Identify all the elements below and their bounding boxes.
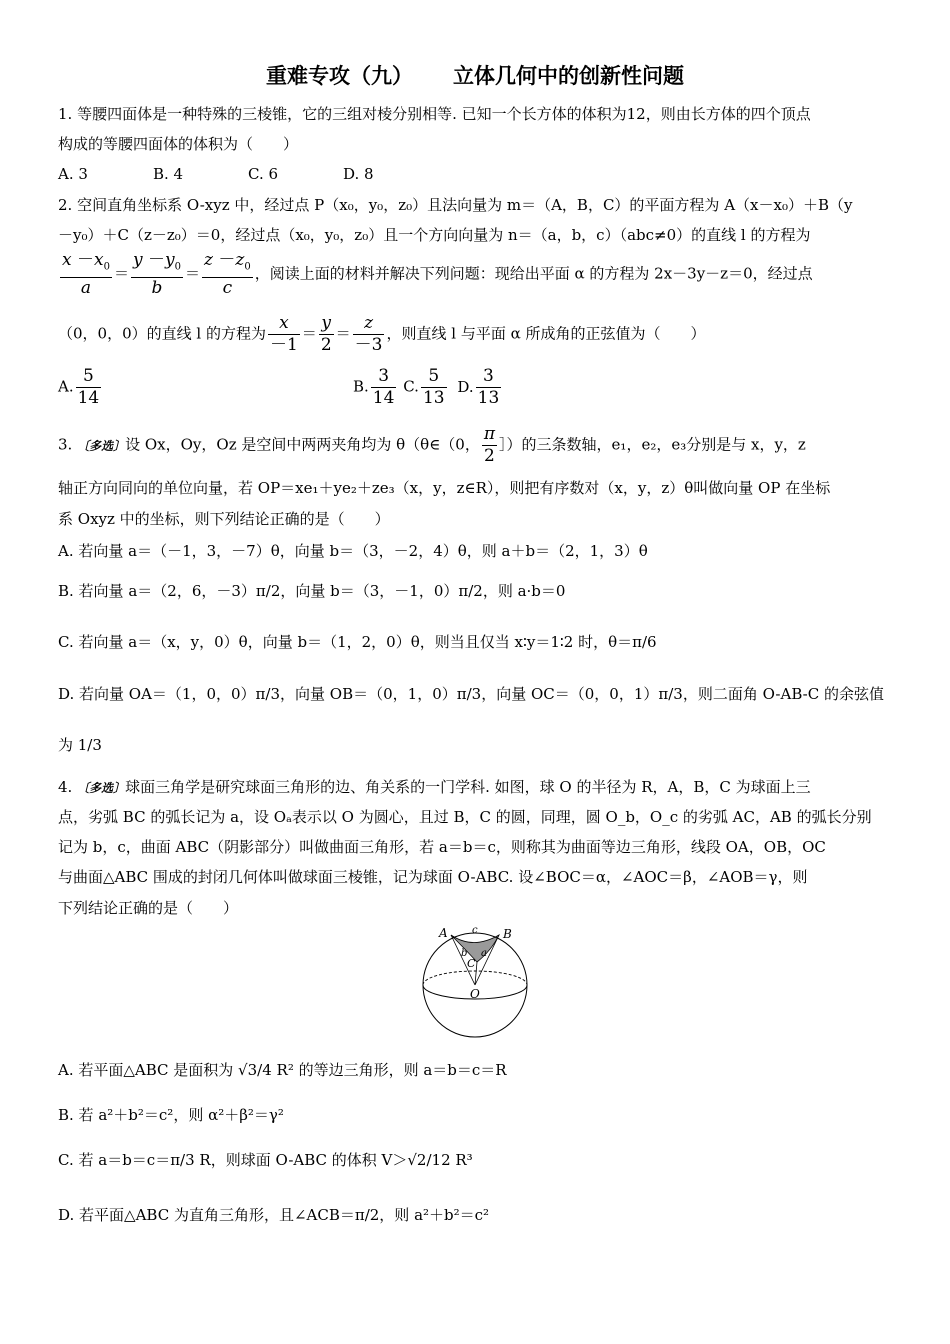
label-arc-c: c — [472, 925, 478, 936]
frac-y: $\frac{y -y_0}{b}$ — [132, 250, 181, 299]
q1-option-a: A. 3 — [58, 165, 88, 183]
q3-stem-line2: 轴正方向同向的单位向量，若 OP＝xe₁＋ye₂＋ze₃（x，y，z∈R），则把有序数对（x，y，z）θ叫做向量 OP 在坐标 — [58, 479, 831, 497]
q4-stem-line1: 4. 〔多选〕球面三角学是研究球面三角形的边、角关系的一门学科. 如图，球 O 的半径为 R，A，B，C 为球面上三 — [58, 776, 811, 799]
q3-option-a: A. 若向量 a＝（－1，3，－7）θ，向量 b＝（3，－2，4）θ，则 a＋b＝（2，1，3）θ — [58, 542, 648, 560]
label-o: O — [470, 987, 480, 1001]
q2-option-a: A. $\frac{5}{14}$ — [58, 366, 100, 408]
frac-z: $\frac{z -z_0}{c}$ — [204, 250, 251, 299]
q4-stem-line4: 与曲面△ABC 围成的封闭几何体叫做球面三棱锥，记为球面 O-ABC. 设∠BOC＝α，∠AOC＝β，∠AOB＝γ，则 — [58, 868, 808, 886]
q3-option-b: B. 若向量 a＝（2，6，－3）π/2，向量 b＝（3，－1，0）π/2，则 a·b＝0 — [58, 582, 566, 600]
q4-stem-line5: 下列结论正确的是（ ） — [58, 899, 239, 917]
multi-select-tag: 〔多选〕 — [77, 438, 126, 453]
q4-option-b: B. 若 a²＋b²＝c²，则 α²＋β²＝γ² — [58, 1106, 284, 1124]
q1-stem-line1: 1. 等腰四面体是一种特殊的三棱锥，它的三组对棱分别相等. 已知一个长方体的体积为12，则由长方体的四个顶点 — [58, 105, 811, 123]
q1-option-d: D. 8 — [343, 165, 374, 183]
multi-select-tag: 〔多选〕 — [77, 781, 126, 795]
q2-line-equation-row: $\frac{x -x_0}{a}$ ＝ $\frac{y -y_0}{b}$ ＝ $\frac{z -z_0}{c}$ ，阅读上面的材料并解决下列问题：现给出平面 α 的方程为 2x－3y－z＝0，经过点 — [62, 250, 813, 299]
q1-stem-line2: 构成的等腰四面体的体积为（ ） — [58, 135, 299, 153]
q3-option-d-line1: D. 若向量 OA＝（1，0，0）π/3，向量 OB＝（0，1，0）π/3，向量 OC＝（0，0，1）π/3，则二面角 O-AB-C 的余弦值 — [58, 685, 884, 703]
q2-stem-line2: －y₀）＋C（z－z₀）＝0，经过点（x₀，y₀，z₀）且一个方向向量为 n＝（a，b，c）（abc≠0）的直线 l 的方程为 — [58, 226, 811, 244]
q4-option-c: C. 若 a＝b＝c＝π/3 R，则球面 O-ABC 的体积 V＞√2/12 R³ — [58, 1151, 473, 1169]
frac-x: $\frac{x -x_0}{a}$ — [62, 250, 110, 299]
label-b: B — [503, 927, 512, 941]
q1-option-b: B. 4 — [153, 165, 184, 183]
q2-stem-line1: 2. 空间直角坐标系 O-xyz 中，经过点 P（x₀，y₀，z₀）且法向量为 m＝（A，B，C）的平面方程为 A（x－x₀）＋B（y — [58, 196, 853, 214]
q3-option-d-line2: 为 1/3 — [58, 736, 102, 754]
page-title: 重难专攻（九） 立体几何中的创新性问题 — [266, 64, 684, 88]
q3-option-c: C. 若向量 a＝（x，y，0）θ，向量 b＝（1，2，0）θ，则当且仅当 x∶y＝1∶2 时，θ＝π/6 — [58, 633, 657, 651]
q3-stem-line3: 系 Oxyz 中的坐标，则下列结论正确的是（ ） — [58, 510, 390, 528]
q4-stem-line2: 点，劣弧 BC 的弧长记为 a，设 Oₐ表示以 O 为圆心，且过 B，C 的圆，同理，圆 O_b，O_c 的劣弧 AC，AB 的弧长分别 — [58, 808, 872, 826]
q2-options-bcd: B. $\frac{3}{14}$ C. $\frac{5}{13}$ D. $\frac{3}{13}$ — [353, 366, 500, 408]
label-arc-a: a — [481, 948, 487, 959]
q3-stem-line1: 3. 〔多选〕设 Ox，Oy，Oz 是空间中两两夹角均为 θ（θ∈（0， $\frac{\pi}{2}$ ］）的三条数轴，e₁，e₂，e₃分别是与 x，y，z — [58, 424, 806, 466]
q2-line-l-row: （0，0，0）的直线 l 的方程为 $\frac{x}{-1}$ ＝ $\frac{y}{2}$ ＝ $\frac{z}{-3}$ ，则直线 l 与平面 α 所成角的正弦值为（ ） — [58, 313, 706, 355]
label-c-point: C — [467, 957, 476, 970]
sphere-figure — [415, 923, 535, 1045]
q4-stem-line3: 记为 b，c，曲面 ABC（阴影部分）叫做曲面三角形，若 a＝b＝c，则称其为曲面等边三角形，线段 OA，OB，OC — [58, 838, 826, 856]
label-a: A — [439, 926, 448, 940]
q1-option-c: C. 6 — [248, 165, 279, 183]
label-arc-b: b — [461, 948, 468, 959]
q4-option-a: A. 若平面△ABC 是面积为 √3/4 R² 的等边三角形，则 a＝b＝c＝R — [58, 1061, 507, 1079]
q4-option-d: D. 若平面△ABC 为直角三角形，且∠ACB＝π/2，则 a²＋b²＝c² — [58, 1206, 490, 1224]
